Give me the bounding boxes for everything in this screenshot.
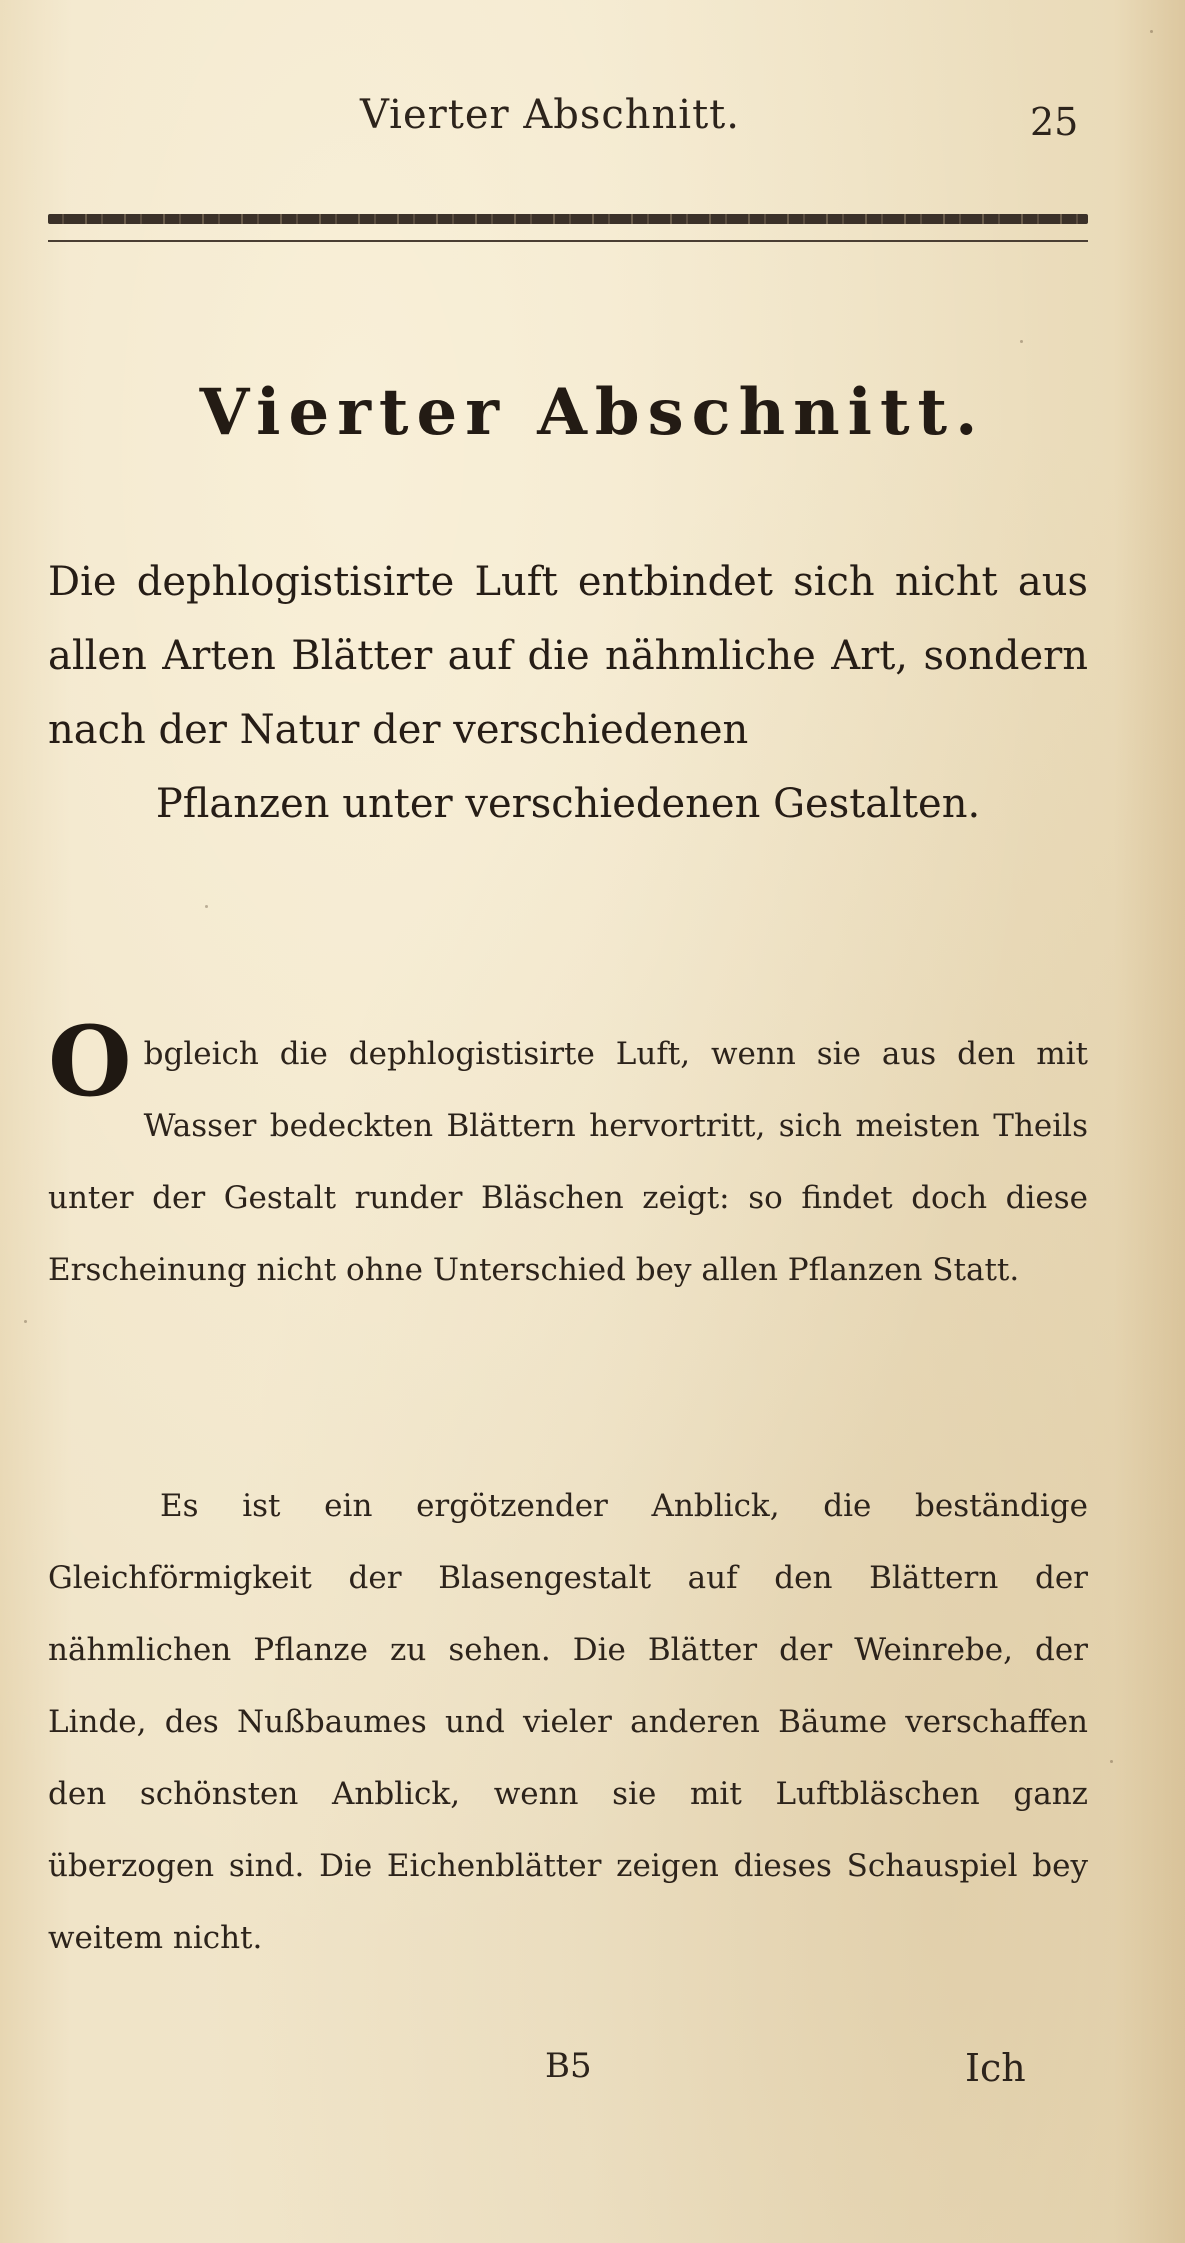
- chapter-summary-last-line: Pflanzen unter verschiedenen Gestalten.: [155, 781, 981, 827]
- paper-speck: [205, 905, 208, 908]
- page-number: 25: [1030, 100, 1079, 144]
- paragraph-2: Es ist ein ergötzender Anblick, die beständige Gleichförmigkeit der Blasengestalt auf den Blättern der nähmlichen Pflanze zu sehen. Die Blätter der Weinrebe, der Linde, des Nußbaumes und vieler anderen Bäume verschaffen den schönsten Anblick, wenn sie mit Luftbläschen ganz überzogen sind. Die Eichenblätter zeigen dieses Schauspiel bey weitem nicht.: [48, 1488, 1088, 1956]
- chapter-summary-main: Die dephlogistisirte Luft entbindet sich nicht aus allen Arten Blätter auf die nähmliche Art, sondern nach der Natur der verschiedenen: [48, 559, 1088, 753]
- catchword: Ich: [965, 2046, 1026, 2090]
- chapter-summary: [48, 545, 1088, 841]
- running-head: Vierter Abschnitt.: [360, 92, 740, 138]
- signature-mark: B5: [545, 2046, 592, 2086]
- paragraph-1-text: bgleich die dephlogistisirte Luft, wenn sie aus den mit Wasser bedeckten Blättern hervortritt, sich meisten Theils unter der Gestalt runder Bläschen zeigt: so findet doch diese Erscheinung nicht ohne Unterschied bey allen Pflanzen Statt.: [48, 1036, 1088, 1288]
- chapter-title: Vierter Abschnitt.: [199, 375, 986, 450]
- paragraph-1: [48, 1005, 1088, 1306]
- paper-speck: [1020, 340, 1023, 343]
- drop-cap: O: [48, 1005, 132, 1118]
- paper-speck: [1110, 1760, 1113, 1763]
- paper-speck: [1150, 30, 1153, 33]
- header-rule-thick: [48, 214, 1088, 224]
- header-rule-thin: [48, 240, 1088, 242]
- paper-speck: [24, 1320, 27, 1323]
